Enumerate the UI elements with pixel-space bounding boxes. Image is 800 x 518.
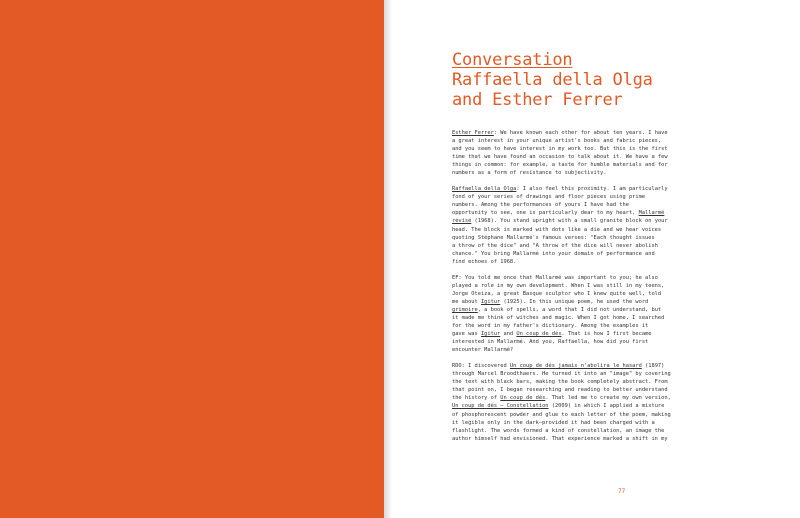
book-gutter	[384, 0, 392, 518]
title-reference: Raffaella della Olga	[452, 186, 517, 193]
text-segment: head. The block is marked with dots like a die and we hear voices	[452, 226, 662, 233]
text-line	[452, 129, 752, 137]
text-segment: interested in Mallarmé. And you, Raffaella, how did you first	[452, 339, 649, 346]
title-reference: Mallarmé	[638, 210, 665, 217]
paragraph	[452, 185, 752, 265]
text-segment: numbers as a form of resistance to subjectivity.	[452, 170, 607, 177]
text-line	[452, 234, 752, 242]
page-number: 77	[618, 488, 626, 495]
title-reference: Un coup de dés – Constellation	[452, 403, 549, 410]
text-segment: the history of	[452, 395, 501, 402]
text-segment: through Marcel Broodthaers. He turned it into an "image" by covering	[452, 371, 671, 378]
text-segment: RDO: I discovered	[452, 363, 510, 370]
text-line	[452, 402, 752, 410]
text-line	[452, 169, 752, 177]
text-segment: of phosphorescent powder and glue to each letter of the poem, making	[452, 411, 671, 418]
text-line	[452, 137, 752, 145]
title-reference: Esther Ferrer	[452, 130, 494, 136]
text-segment: , a book of spells, a word that I did not understand, but	[477, 306, 662, 313]
title-reference: Un coup de dés jamais n'abolira le hasard	[509, 363, 642, 370]
text-segment: quoting Stéphane Mallarmé's famous verses: "Each thought issues	[452, 234, 655, 241]
conversation-body	[452, 129, 752, 451]
title-reference: Igitur	[480, 331, 501, 338]
text-segment: opportunity to see, one is particularly dear to my heart,	[452, 210, 639, 217]
text-line	[452, 306, 752, 314]
text-segment: (1897)	[641, 363, 665, 370]
text-segment: the text with black bars, making the book completely abstract. From	[452, 379, 668, 386]
text-segment: and	[500, 331, 517, 338]
text-segment: (2009) in which I applied a mixture	[548, 403, 665, 410]
text-segment: played a role in my own development. When I was still in my teens,	[452, 282, 665, 289]
text-line	[452, 338, 752, 346]
text-segment: things in common: for example, a taste for humble materials and for	[452, 162, 668, 169]
text-line	[452, 362, 752, 370]
text-segment: (1925). In this unique poem, he used the word	[500, 298, 649, 305]
title-line-speaker-1: Raffaella della Olga	[452, 70, 653, 90]
text-line	[452, 346, 752, 354]
title-reference: Igitur	[480, 298, 501, 305]
paragraph	[452, 362, 752, 442]
title-line-speaker-2: and Esther Ferrer	[452, 90, 623, 110]
text-line	[452, 250, 752, 258]
text-line	[452, 290, 752, 298]
text-line	[452, 161, 752, 169]
text-segment: author himself had envisioned. That experience marked a shift in my	[452, 435, 668, 442]
text-line	[452, 193, 752, 201]
text-line	[452, 435, 752, 443]
text-segment: : I also feel this proximity. I am particularly	[516, 186, 668, 193]
orange-left-page	[0, 0, 384, 518]
text-line	[452, 274, 752, 282]
title-reference: révisé	[452, 218, 472, 225]
text-segment: me about	[452, 298, 481, 305]
text-segment: a throw of the dice" and "A throw of the dice will never abolish	[452, 242, 658, 249]
text-line	[452, 419, 752, 427]
text-segment: . That is how I first became	[561, 331, 652, 338]
text-segment: it made me think of witches and magic. When I got home, I searched	[452, 314, 665, 321]
text-line	[452, 153, 752, 161]
text-segment: : We have known each other for about ten years. I have	[493, 130, 668, 136]
paragraph	[452, 274, 752, 354]
text-line	[452, 378, 752, 386]
text-line	[452, 209, 752, 217]
text-segment: Jorge Oteiza, a great Basque sculptor who I knew quite well, told	[452, 290, 662, 297]
text-segment: flashlight. The words formed a kind of constellation, an image the	[452, 427, 665, 434]
text-line	[452, 185, 752, 193]
text-segment: it legible only in the dark—provided it had been charged with a	[452, 419, 655, 426]
title-reference: Un coup de dés	[516, 331, 562, 338]
title-reference: grimoire	[452, 306, 478, 313]
text-segment: that point on, I began researching and reading to better understand	[452, 387, 668, 394]
text-line	[452, 258, 752, 266]
text-line	[452, 411, 752, 419]
text-line	[452, 226, 752, 234]
text-segment: gave was	[452, 331, 481, 338]
text-segment: a great interest in your unique artist's books and fabric pieces,	[452, 138, 662, 145]
text-line	[452, 242, 752, 250]
text-line	[452, 282, 752, 290]
text-line	[452, 322, 752, 330]
text-line	[452, 330, 752, 338]
text-segment: numbers. Among the performances of yours I have had the	[452, 202, 629, 209]
text-line	[452, 314, 752, 322]
text-segment: chance." You bring Mallarmé into your domain of performance and	[452, 250, 655, 257]
title-reference: Un coup de dés	[500, 395, 546, 402]
text-segment: (1968). You stand upright with a small granite block on your	[471, 218, 668, 225]
article-title	[452, 50, 752, 110]
text-line	[452, 145, 752, 153]
text-segment: EF: You told me once that Mallarmé was important to you; he also	[452, 274, 658, 281]
text-line	[452, 201, 752, 209]
text-segment: . That led me to create my own version,	[545, 395, 671, 402]
text-line	[452, 386, 752, 394]
text-segment: fond of your series of drawings and floor pieces using prime	[452, 194, 646, 201]
text-line	[452, 427, 752, 435]
text-line	[452, 217, 752, 225]
text-segment: and you seem to have interest in my work too. But this is the first	[452, 146, 668, 153]
paragraph	[452, 129, 752, 177]
text-segment: encounter Mallarmé?	[452, 347, 514, 354]
text-line	[452, 298, 752, 306]
text-segment: find echoes of 1968.	[452, 258, 517, 265]
text-line	[452, 370, 752, 378]
text-segment: time that we have found an occasion to talk about it. We have a few	[452, 154, 668, 161]
text-segment: for the word in my father's dictionary. Among the examples it	[452, 323, 649, 330]
title-line-conversation: Conversation	[452, 50, 573, 70]
text-line	[452, 394, 752, 402]
